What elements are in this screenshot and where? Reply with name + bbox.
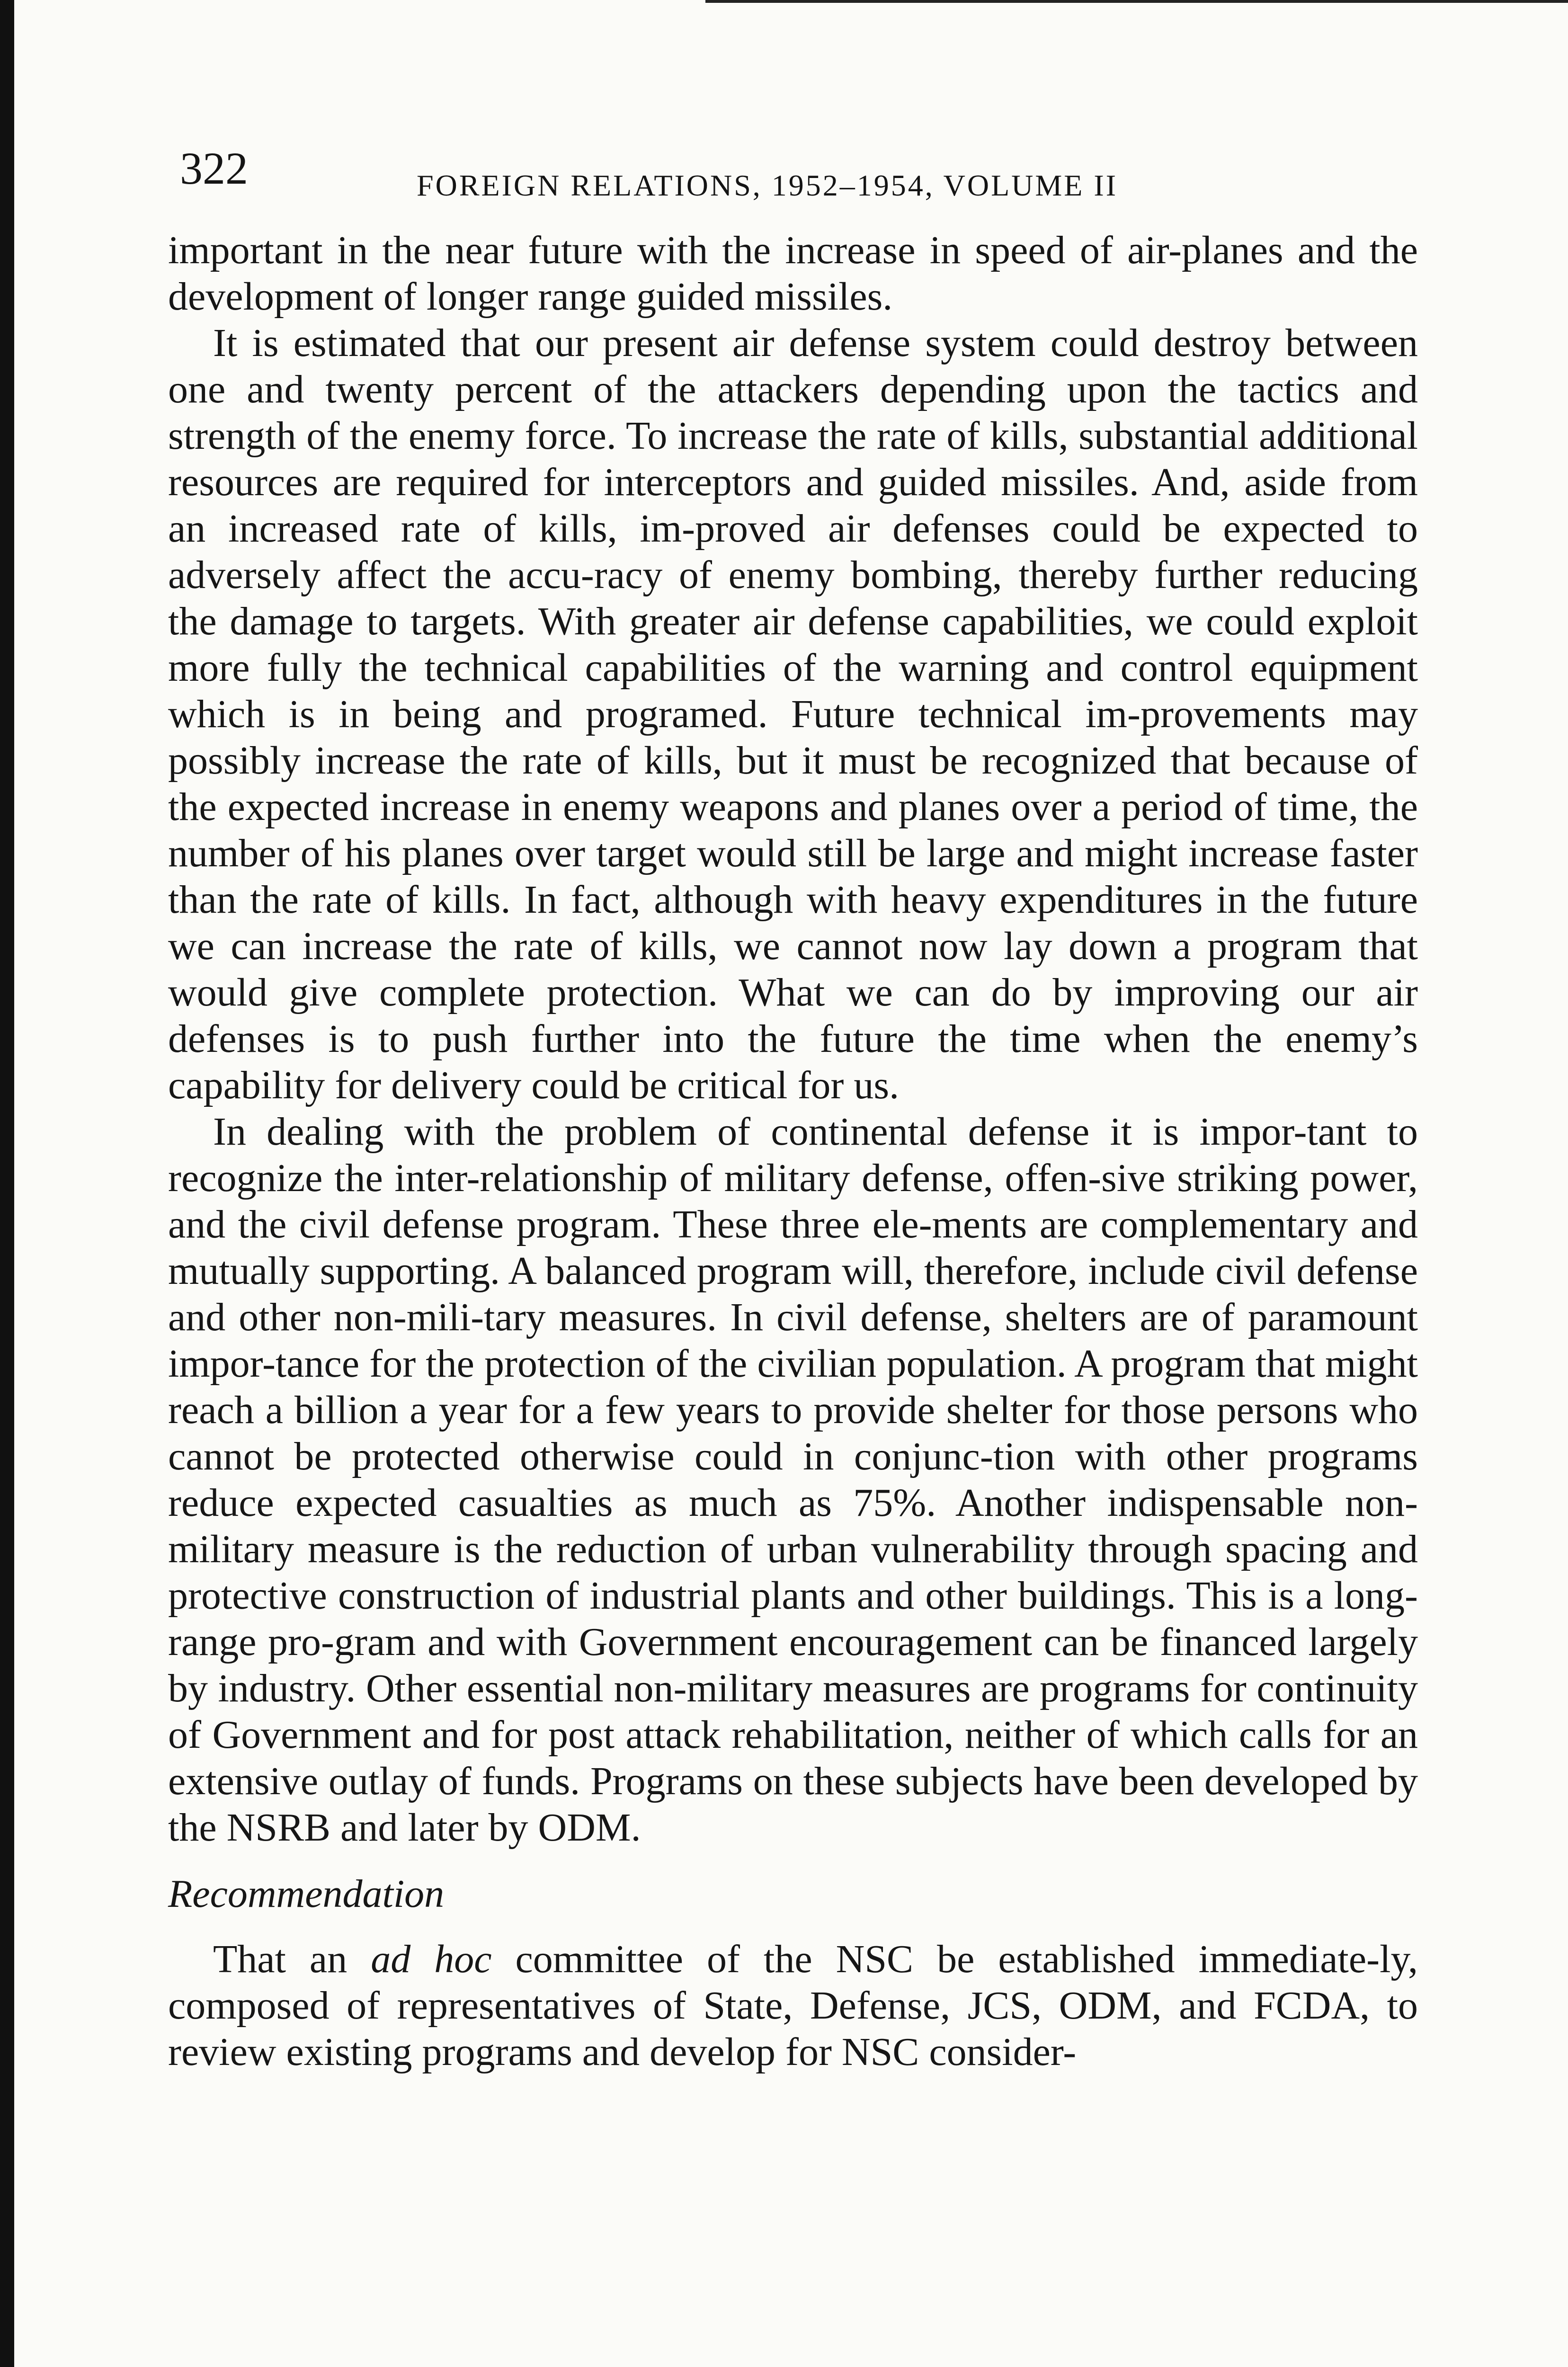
page-header [180,142,1411,218]
paragraph-air-defense: It is estimated that our present air defense system could destroy between one and twenty percent of the attackers depending upon the tactics and strength of the enemy force. To increase the rate of kills, substantial additional resources are required for interceptors and guided missiles. And, aside from an increased rate of kills, im-proved air defenses could be expected to adversely affect the accu-racy of enemy bombing, thereby further reducing the damage to targets. With greater air defense capabilities, we could exploit more fully the technical capabilities of the warning and control equipment which is in being and programed. Future technical im-provements may possibly increase the rate of kills, but it must be recognized that because of the expected increase in enemy weapons and planes over a period of time, the number of his planes over target would still be large and might increase faster than the rate of kills. In fact, although with heavy expenditures in the future we can increase the rate of kills, we cannot now lay down a program that would give complete protection. What we can do by improving our air defenses is to push further into the future the time when the enemy’s capability for delivery could be critical for us. [168,321,1418,1107]
recommendation-rest: committee of the NSC be established immediate-ly, composed of representatives of State, Defense, JCS, ODM, and FCDA, to review existing programs and develop for NSC consider- [168,1937,1418,2074]
paragraph-continuation: important in the near future with the increase in speed of air-planes and the development of longer range guided missiles. [168,228,1418,319]
section-heading-recommendation: Recommendation [168,1872,445,1916]
page-number: 322 [180,143,248,194]
recommendation-lead: That an [213,1937,371,1981]
scan-edge-left [0,0,14,2367]
paragraph-recommendation [168,1936,1418,2075]
running-head: FOREIGN RELATIONS, 1952–1954, VOLUME II [417,169,1118,202]
scan-edge-top [705,0,1568,3]
recommendation-emphasis: ad hoc [371,1937,492,1981]
body-text [168,227,1418,2075]
paragraph-continental-defense: In dealing with the problem of continental defense it is impor-tant to recognize the inter-relationship of military defense, offen-sive striking power, and the civil defense program. These three ele-ments are complementary and mutually supporting. A balanced program will, therefore, include civil defense and other non-mili-tary measures. In civil defense, shelters are of paramount impor-tance for the protection of the civilian population. A program that might reach a billion a year for a few years to provide shelter for those persons who cannot be protected otherwise could in conjunc-tion with other programs reduce expected casualties as much as 75%. Another indispensable non-military measure is the reduction of urban vulnerability through spacing and protective construction of industrial plants and other buildings. This is a long-range pro-gram and with Government encouragement can be financed largely by industry. Other essential non-military measures are programs for continuity of Government and for post attack rehabilitation, neither of which calls for an extensive outlay of funds. Programs on these subjects have been developed by the NSRB and later by ODM. [168,1110,1418,1850]
